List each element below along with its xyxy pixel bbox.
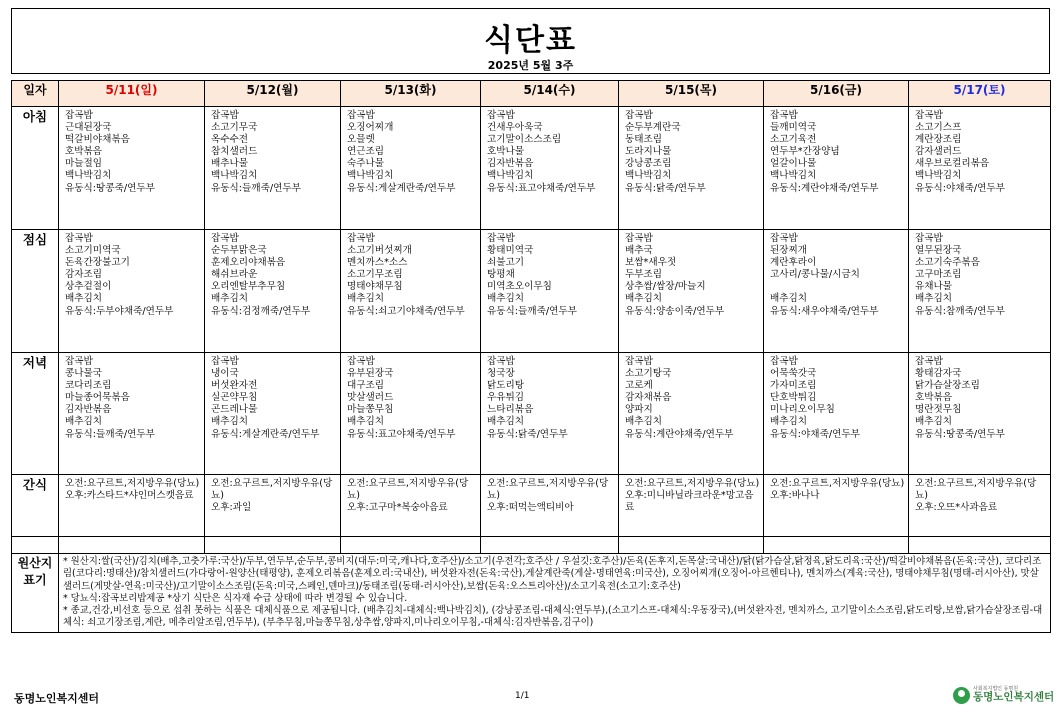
menu-item: 소고기버섯찌개: [347, 245, 412, 257]
menu-item: 백나박김치: [915, 170, 962, 182]
title-box: [11, 8, 1050, 74]
menu-item: 감자조림: [65, 269, 103, 281]
snack-label: 간식: [12, 475, 59, 537]
menu-item: 잡곡밥: [65, 110, 93, 121]
menu-item: 배추김치: [347, 416, 385, 428]
menu-item: 단호박튀김: [770, 392, 817, 404]
menu-item: 유동식:새우야채죽/연두부: [770, 305, 879, 317]
menu-item: 잡곡밥: [487, 356, 515, 367]
menu-item: 잡곡밥: [347, 233, 375, 244]
menu-item: 오리엔탈부추무침: [211, 281, 286, 293]
menu-item: 대구조림: [347, 380, 385, 392]
logo-name: 동명노인복지센터: [973, 691, 1055, 704]
menu-item: 멘치까스*소스: [347, 257, 408, 269]
menu-item: 유동식:검정깨죽/연두부: [211, 305, 311, 317]
menu-item: 소고기숙주볶음: [915, 257, 980, 269]
blank-cell: [59, 537, 205, 554]
snack-cell: [59, 475, 205, 537]
menu-item: 호박나물: [487, 146, 525, 158]
menu-cell: [909, 230, 1051, 353]
menu-item: 유동식:양송이죽/연두부: [625, 305, 725, 317]
menu-item: 연근조림: [347, 146, 385, 158]
snack-item: 오전:요구르트,저지방우유(당뇨): [770, 478, 905, 489]
snack-item: 오후:미니바닐라크라운*망고음료: [625, 490, 754, 514]
menu-item: 연두부*간장양념: [770, 146, 840, 158]
menu-item: 감자샐러드: [915, 146, 962, 158]
header-day: 5/11(일): [59, 81, 205, 107]
menu-item: 잡곡밥: [770, 110, 798, 121]
header-day: 5/16(금): [764, 81, 909, 107]
menu-item: 고로케: [625, 380, 653, 392]
menu-item: 백나박김치: [625, 170, 672, 182]
menu-item: 쇠불고기: [487, 257, 525, 269]
menu-item: 백나박김치: [770, 170, 817, 182]
snack-cell: [341, 475, 481, 537]
menu-cell: [341, 353, 481, 475]
menu-item: 순두부계란국: [625, 122, 681, 134]
menu-item: 유동식:닭죽/연두부: [487, 428, 568, 440]
menu-item: 계란장조림: [915, 134, 962, 146]
menu-item: 새우브로컬리볶음: [915, 158, 990, 170]
snack-item: 오전:요구르트,저지방우유(당뇨): [915, 478, 1037, 502]
menu-item: 곤드레나물: [211, 404, 258, 416]
menu-item: 백나박김치: [347, 170, 394, 182]
menu-item: 백나박김치: [211, 170, 258, 182]
menu-item: 옥수수전: [211, 134, 249, 146]
menu-item: 양파지: [625, 404, 653, 416]
menu-item: 유동식:야채죽/연두부: [770, 428, 860, 440]
menu-item: 순두부맑은국: [211, 245, 267, 257]
meal-row-breakfast: [12, 107, 1051, 230]
menu-item: 배추김치: [770, 293, 808, 305]
menu-item: 고기말이소스조림: [487, 134, 562, 146]
footer-org-name: 동명노인복지센터: [14, 692, 100, 705]
menu-item: 유동식:참깨죽/연두부: [915, 305, 1005, 317]
menu-item: 소고기탕국: [625, 368, 672, 380]
menu-item: 마늘쫑무침: [347, 404, 394, 416]
menu-item: 소고기스프: [915, 122, 962, 134]
menu-item: 고구마조림: [915, 269, 962, 281]
menu-item: 배추김치: [65, 293, 103, 305]
snack-item: 오전:요구르트,저지방우유(당뇨): [347, 478, 469, 502]
menu-item: 잡곡밥: [625, 356, 653, 367]
menu-item: 잡곡밥: [65, 233, 93, 244]
origin-line: * 원산지:쌀(국산)/김치(배추,고춧가루:국산)/두부,연두부,순두부,콩비지(대두:미국,캐나다,호주산)/소고기(우전각;호주산 / 우설깃:호주산)/돈육(돈후지,돈목살:국내산)/닭(닭가슴살,닭정육,닭도리육:국산)/떡갈비야채볶음(돈육:국산), 코다리조림(코다리:명태산)/참치샐러드(가다랑어-원양산(태평양), 훈제오리볶음(훈제오리:국내산), 버섯완자전(돈육:국산),게살계란죽(게살-명태연육:미국산), 오징어찌개(오징어-아르헨티나), 멘치까스(계육:국산), 명태야채무침(명태-러시아산), 맛살샐러드(게맛살-연육:미국산)/고기말이소스조림(돈육:미국,스페인,덴마크)/동태조림(동태-러시아산),보쌈(돈육:오스트리아산)/소고기육전(소고기:호주산): [63, 556, 1042, 592]
menu-item: 청국장: [487, 368, 515, 380]
menu-item: 소고기육전: [770, 134, 817, 146]
menu-item: 잡곡밥: [915, 110, 943, 121]
menu-item: 유동식:들깨죽/연두부: [211, 182, 301, 194]
blank-row: [12, 537, 1051, 554]
menu-item: 황태감자국: [915, 368, 962, 380]
header-day: 5/15(목): [619, 81, 764, 107]
menu-item: 마늘절임: [65, 158, 103, 170]
menu-item: 우유튀김: [487, 392, 525, 404]
header-row: [12, 81, 1051, 107]
menu-item: 명란젓무침: [915, 404, 962, 416]
menu-cell: [481, 230, 619, 353]
snack-row: [12, 475, 1051, 537]
snack-cell: [764, 475, 909, 537]
menu-item: 근대된장국: [65, 122, 112, 134]
menu-item: 잡곡밥: [211, 356, 239, 367]
menu-item: 소고기무국: [211, 122, 258, 134]
menu-item: 코다리조림: [65, 380, 112, 392]
menu-cell: [909, 353, 1051, 475]
menu-item: 잡곡밥: [347, 356, 375, 367]
snack-cell: [205, 475, 341, 537]
menu-cell: [481, 353, 619, 475]
menu-item: 냉이국: [211, 368, 239, 380]
menu-cell: [59, 353, 205, 475]
menu-item: 유동식:게살계란죽/연두부: [347, 182, 456, 194]
menu-item: 훈제오리야채볶음: [211, 257, 286, 269]
blank-cell: [619, 537, 764, 554]
menu-item: 계란후라이: [770, 257, 817, 269]
menu-item: 실곤약무침: [211, 392, 258, 404]
snack-item: 오전:요구르트,저지방우유(당뇨): [625, 478, 760, 489]
menu-item: 유동식:표고야채죽/연두부: [347, 428, 456, 440]
page-number: 1/1: [515, 691, 530, 701]
menu-item: 느타리볶음: [487, 404, 534, 416]
menu-item: 어묵쑥갓국: [770, 368, 817, 380]
menu-item: 유동식:표고야채죽/연두부: [487, 182, 596, 194]
meal-label: 저녁: [12, 353, 59, 475]
menu-item: 미역초오이무침: [487, 281, 552, 293]
menu-item: 유동식:들깨죽/연두부: [487, 305, 577, 317]
menu-item: 백나박김치: [65, 170, 112, 182]
menu-item: 잡곡밥: [770, 356, 798, 367]
menu-cell: [619, 230, 764, 353]
menu-cell: [59, 230, 205, 353]
menu-item: [770, 281, 906, 293]
page-title: 식단표: [484, 23, 577, 58]
menu-cell: [909, 107, 1051, 230]
menu-item: 유채나물: [915, 281, 953, 293]
menu-item: 백나박김치: [487, 170, 534, 182]
menu-item: 된장찌개: [770, 245, 808, 257]
origin-line: * 당뇨식:잡곡보리밥제공 *상기 식단은 식자재 수급 상태에 따라 변경될 수 있습니다.: [63, 592, 408, 604]
menu-item: 잡곡밥: [770, 233, 798, 244]
menu-item: 잡곡밥: [625, 233, 653, 244]
menu-item: 얼갈이나물: [770, 158, 817, 170]
snack-item: 오후:고구마*복숭아음료: [347, 502, 448, 514]
menu-item: 해쉬브라운: [211, 269, 258, 281]
menu-cell: [619, 353, 764, 475]
snack-item: 오후:바나나: [770, 490, 820, 502]
snack-item: 오전:요구르트,저지방우유(당뇨): [211, 478, 333, 502]
header-day: 5/13(화): [341, 81, 481, 107]
header-date-label: 일자: [12, 81, 59, 107]
menu-item: 동태조림: [625, 134, 663, 146]
blank-cell: [481, 537, 619, 554]
menu-item: 유동식:두부야채죽/연두부: [65, 305, 174, 317]
menu-item: 오믈렛: [347, 134, 375, 146]
menu-item: 유부된장국: [347, 368, 394, 380]
org-logo: [953, 684, 1054, 706]
meal-row-lunch: [12, 230, 1051, 353]
menu-item: 잡곡밥: [211, 110, 239, 121]
menu-item: 배추국: [625, 245, 653, 257]
menu-item: 닭도리탕: [487, 380, 525, 392]
blank-cell: [764, 537, 909, 554]
menu-item: 배추김치: [347, 293, 385, 305]
menu-item: 콩나물국: [65, 368, 103, 380]
menu-table: [11, 80, 1051, 633]
menu-item: 들깨미역국: [770, 122, 817, 134]
menu-item: 유동식:땅콩죽/연두부: [915, 428, 1005, 440]
snack-cell: [619, 475, 764, 537]
snack-item: 오전:요구르트,저지방우유(당뇨): [487, 478, 609, 502]
logo-small-text: 사회복지법인 동명원: [973, 686, 1019, 693]
menu-item: 배추김치: [211, 416, 249, 428]
menu-cell: [341, 230, 481, 353]
menu-item: 유동식:계란야채죽/연두부: [625, 428, 734, 440]
origin-line: * 종교,건강,비선호 등으로 섭취 못하는 식품은 대체식품으로 제공됩니다. (배추김치-대체식:백나박김치), (강낭콩조림-대체식:연두부),(소고기스프-대체식:우동장국),(버섯완자전, 멘치까스, 고기말이소스조림,닭도리탕,보쌈,닭가슴살장조림-대체식: 쇠고기장조림,계란, 메추리알조림,연두부), (부추무침,마늘쫑무침,상추쌈,양파지,미나리오이무침,-대체식:김자반볶음,김구이): [63, 605, 1043, 629]
menu-item: 유동식:계란야채죽/연두부: [770, 182, 879, 194]
menu-item: 배추나물: [211, 158, 249, 170]
menu-item: 건새우아욱국: [487, 122, 543, 134]
menu-cell: [205, 353, 341, 475]
menu-item: 배추김치: [915, 416, 953, 428]
meal-row-dinner: [12, 353, 1051, 475]
menu-item: 열무된장국: [915, 245, 962, 257]
logo-icon: [953, 687, 970, 704]
menu-cell: [764, 107, 909, 230]
menu-item: 소고기무조림: [347, 269, 403, 281]
header-day: 5/12(월): [205, 81, 341, 107]
blank-cell: [205, 537, 341, 554]
menu-item: 잡곡밥: [915, 233, 943, 244]
menu-item: 상추겉절이: [65, 281, 112, 293]
menu-item: 김자반볶음: [65, 404, 112, 416]
menu-item: 배추김치: [625, 416, 663, 428]
menu-item: 돈육간장불고기: [65, 257, 130, 269]
menu-item: 탕평채: [487, 269, 515, 281]
menu-item: 배추김치: [487, 293, 525, 305]
meal-label: 점심: [12, 230, 59, 353]
menu-item: 잡곡밥: [65, 356, 93, 367]
menu-item: 배추김치: [915, 293, 953, 305]
menu-item: 유동식:야채죽/연두부: [915, 182, 1005, 194]
menu-item: 잡곡밥: [915, 356, 943, 367]
menu-item: 유동식:땅콩죽/연두부: [65, 182, 155, 194]
page-subtitle: 2025년 5월 3주: [487, 59, 574, 72]
menu-item: 미나리오이무침: [770, 404, 835, 416]
menu-item: 고사리/콩나물/시금치: [770, 269, 860, 281]
menu-item: 배추김치: [211, 293, 249, 305]
menu-item: 오징어찌개: [347, 122, 394, 134]
menu-cell: [59, 107, 205, 230]
header-day: 5/17(토): [909, 81, 1051, 107]
origin-notes: [59, 554, 1051, 633]
menu-item: 잡곡밥: [487, 110, 515, 121]
menu-cell: [205, 107, 341, 230]
menu-item: 유동식:닭죽/연두부: [625, 182, 706, 194]
header-day: 5/14(수): [481, 81, 619, 107]
blank-cell: [909, 537, 1051, 554]
menu-item: 배추김치: [487, 416, 525, 428]
menu-item: 유동식:들깨죽/연두부: [65, 428, 155, 440]
origin-row: [12, 554, 1051, 633]
origin-label: 원산지 표기: [12, 554, 59, 633]
snack-item: 오후:떠먹는액티비아: [487, 502, 574, 514]
blank-cell: [341, 537, 481, 554]
menu-item: 감자채볶음: [625, 392, 672, 404]
meal-label: 아침: [12, 107, 59, 230]
menu-item: 호박볶음: [65, 146, 103, 158]
menu-item: 잡곡밥: [347, 110, 375, 121]
menu-cell: [764, 230, 909, 353]
menu-item: 상추쌈/쌈장/마늘지: [625, 281, 706, 293]
menu-item: 호박볶음: [915, 392, 953, 404]
menu-item: 황태미역국: [487, 245, 534, 257]
menu-cell: [481, 107, 619, 230]
menu-item: 잡곡밥: [487, 233, 515, 244]
menu-item: 유동식:게살계란죽/연두부: [211, 428, 320, 440]
menu-item: 두부조림: [625, 269, 663, 281]
menu-item: 맛살샐러드: [347, 392, 394, 404]
menu-cell: [341, 107, 481, 230]
menu-item: 보쌈*새우젓: [625, 257, 677, 269]
menu-item: 소고기미역국: [65, 245, 121, 257]
menu-cell: [205, 230, 341, 353]
menu-cell: [764, 353, 909, 475]
menu-item: 명태야채무침: [347, 281, 403, 293]
snack-item: 오후:오뜨*사과음료: [915, 502, 998, 514]
menu-item: 도라지나물: [625, 146, 672, 158]
menu-item: 유동식:쇠고기야채죽/연두부: [347, 305, 465, 317]
snack-cell: [481, 475, 619, 537]
menu-item: 마늘종어묵볶음: [65, 392, 130, 404]
blank-cell: [12, 537, 59, 554]
menu-item: 배추김치: [770, 416, 808, 428]
menu-item: 잡곡밥: [211, 233, 239, 244]
menu-item: 강낭콩조림: [625, 158, 672, 170]
menu-cell: [619, 107, 764, 230]
snack-item: 오후:과일: [211, 502, 252, 514]
snack-item: 오전:요구르트,저지방우유(당뇨): [65, 478, 200, 489]
menu-item: 배추김치: [65, 416, 103, 428]
menu-item: 배추김치: [625, 293, 663, 305]
snack-item: 오후:카스타드*샤인머스캣음료: [65, 490, 194, 502]
menu-item: 버섯완자전: [211, 380, 258, 392]
menu-item: 떡갈비야채볶음: [65, 134, 130, 146]
snack-cell: [909, 475, 1051, 537]
menu-item: 참치샐러드: [211, 146, 258, 158]
menu-item: 숙주나물: [347, 158, 385, 170]
menu-item: 닭가슴살장조림: [915, 380, 980, 392]
menu-item: 잡곡밥: [625, 110, 653, 121]
menu-item: 가자미조림: [770, 380, 817, 392]
menu-item: 김자반볶음: [487, 158, 534, 170]
